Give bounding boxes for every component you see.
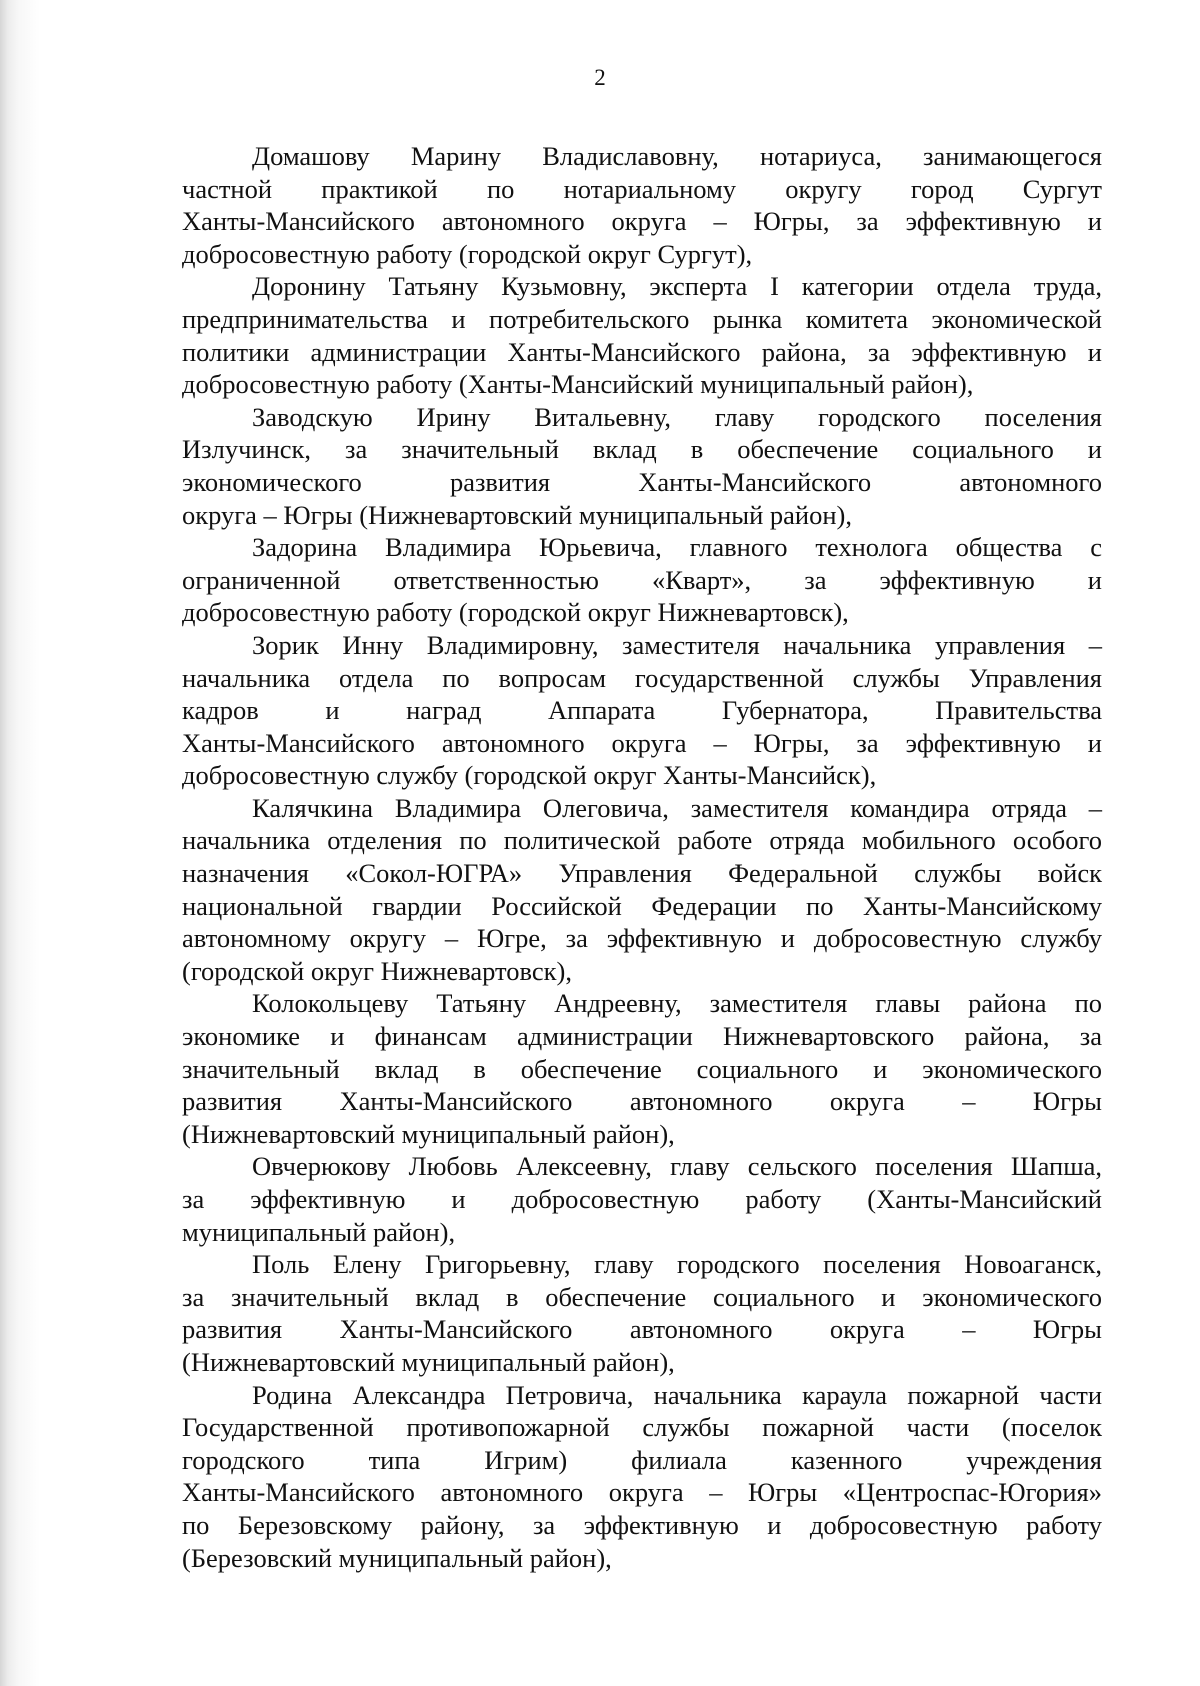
paragraph-line: Поль Елену Григорьевну, главу городского поселения Новоаганск,: [252, 1249, 1102, 1280]
paragraph-line: Колокольцеву Татьяну Андреевну, заместителя главы района по: [252, 988, 1102, 1019]
paragraph-line: политики администрации Ханты-Мансийского района, за эффективную и: [182, 336, 1102, 367]
paragraph-line: экономике и финансам администрации Нижневартовского района, за: [182, 1021, 1102, 1052]
paragraph: [182, 1379, 1102, 1575]
paragraph-line: добросовестную работу (Ханты-Мансийский муниципальный район),: [182, 369, 974, 400]
paragraph: [182, 1248, 1102, 1378]
document-body: [182, 140, 1102, 1574]
paragraph-line: Излучинск, за значительный вклад в обеспечение социального и: [182, 434, 1102, 465]
paragraph-line: Родина Александра Петровича, начальника караула пожарной части: [252, 1379, 1102, 1410]
paragraph-line: экономического развития Ханты-Мансийского автономного: [182, 466, 1102, 497]
paragraph-line: частной практикой по нотариальному округу город Сургут: [182, 173, 1102, 204]
paragraph-line: округа – Югры (Нижневартовский муниципальный район),: [182, 499, 852, 530]
paragraph-line: добросовестную службу (городской округ Ханты-Мансийск),: [182, 760, 877, 791]
paragraph-line: предпринимательства и потребительского рынка комитета экономической: [182, 303, 1102, 334]
paragraph-line: Государственной противопожарной службы пожарной части (поселок: [182, 1412, 1102, 1443]
paragraph-line: Ханты-Мансийского автономного округа – Югры, за эффективную и: [182, 727, 1102, 758]
paragraph-line: муниципальный район),: [182, 1216, 456, 1247]
paragraph-line: Зорик Инну Владимировну, заместителя начальника управления –: [252, 629, 1102, 660]
paragraph-line: Заводскую Ирину Витальевну, главу городского поселения: [252, 401, 1102, 432]
paragraph-line: кадров и наград Аппарата Губернатора, Правительства: [182, 695, 1102, 726]
paragraph: [182, 629, 1102, 792]
paragraph-line: начальника отдела по вопросам государственной службы Управления: [182, 662, 1102, 693]
paragraph-line: Ханты-Мансийского автономного округа – Югры, за эффективную и: [182, 206, 1102, 237]
paragraph-line: (Нижневартовский муниципальный район),: [182, 1346, 675, 1377]
paragraph-line: (Нижневартовский муниципальный район),: [182, 1118, 675, 1149]
paragraph-line: Ханты-Мансийского автономного округа – Югры «Центроспас-Югория»: [182, 1477, 1102, 1508]
paragraph: [182, 792, 1102, 988]
paragraph-line: ограниченной ответственностью «Кварт», за эффективную и: [182, 564, 1102, 595]
paragraph-line: развития Ханты-Мансийского автономного округа – Югры: [182, 1314, 1102, 1345]
paragraph-line: добросовестную работу (городской округ Сургут),: [182, 238, 753, 269]
paragraph: [182, 987, 1102, 1150]
paragraph-line: городского типа Игрим) филиала казенного учреждения: [182, 1444, 1102, 1475]
paragraph-line: назначения «Сокол-ЮГРА» Управления Федеральной службы войск: [182, 858, 1102, 889]
paragraph: [182, 531, 1102, 629]
paragraph-line: Домашову Марину Владиславовну, нотариуса, занимающегося: [252, 141, 1102, 171]
scan-edge-shadow: [0, 0, 40, 1686]
paragraph-line: (Березовский муниципальный район),: [182, 1542, 612, 1573]
paragraph: [182, 401, 1102, 531]
paragraph-line: автономному округу – Югре, за эффективную и добросовестную службу: [182, 923, 1102, 954]
paragraph-line: добросовестную работу (городской округ Нижневартовск),: [182, 597, 849, 628]
paragraph: [182, 270, 1102, 400]
paragraph-line: Доронину Татьяну Кузьмовну, эксперта I категории отдела труда,: [252, 271, 1102, 302]
paragraph-line: за эффективную и добросовестную работу (Ханты-Мансийский: [182, 1184, 1102, 1214]
paragraph-line: значительный вклад в обеспечение социального и экономического: [182, 1053, 1102, 1084]
paragraph-line: Задорина Владимира Юрьевича, главного технолога общества с: [252, 532, 1102, 563]
paragraph-line: Овчерюкову Любовь Алексеевну, главу сельского поселения Шапша,: [252, 1151, 1102, 1182]
paragraph-line: начальника отделения по политической работе отряда мобильного особого: [182, 825, 1102, 856]
paragraph-line: Калячкина Владимира Олеговича, заместителя командира отряда –: [252, 792, 1102, 823]
paragraph: [182, 140, 1102, 270]
paragraph-line: за значительный вклад в обеспечение социального и экономического: [182, 1281, 1102, 1312]
page-number: 2: [594, 65, 606, 90]
paragraph-line: развития Ханты-Мансийского автономного округа – Югры: [182, 1086, 1102, 1117]
paragraph: [182, 1150, 1102, 1248]
paragraph-line: по Березовскому району, за эффективную и добросовестную работу: [182, 1509, 1102, 1540]
paragraph-line: национальной гвардии Российской Федерации по Ханты-Мансийскому: [182, 890, 1102, 921]
paragraph-line: (городской округ Нижневартовск),: [182, 955, 572, 986]
